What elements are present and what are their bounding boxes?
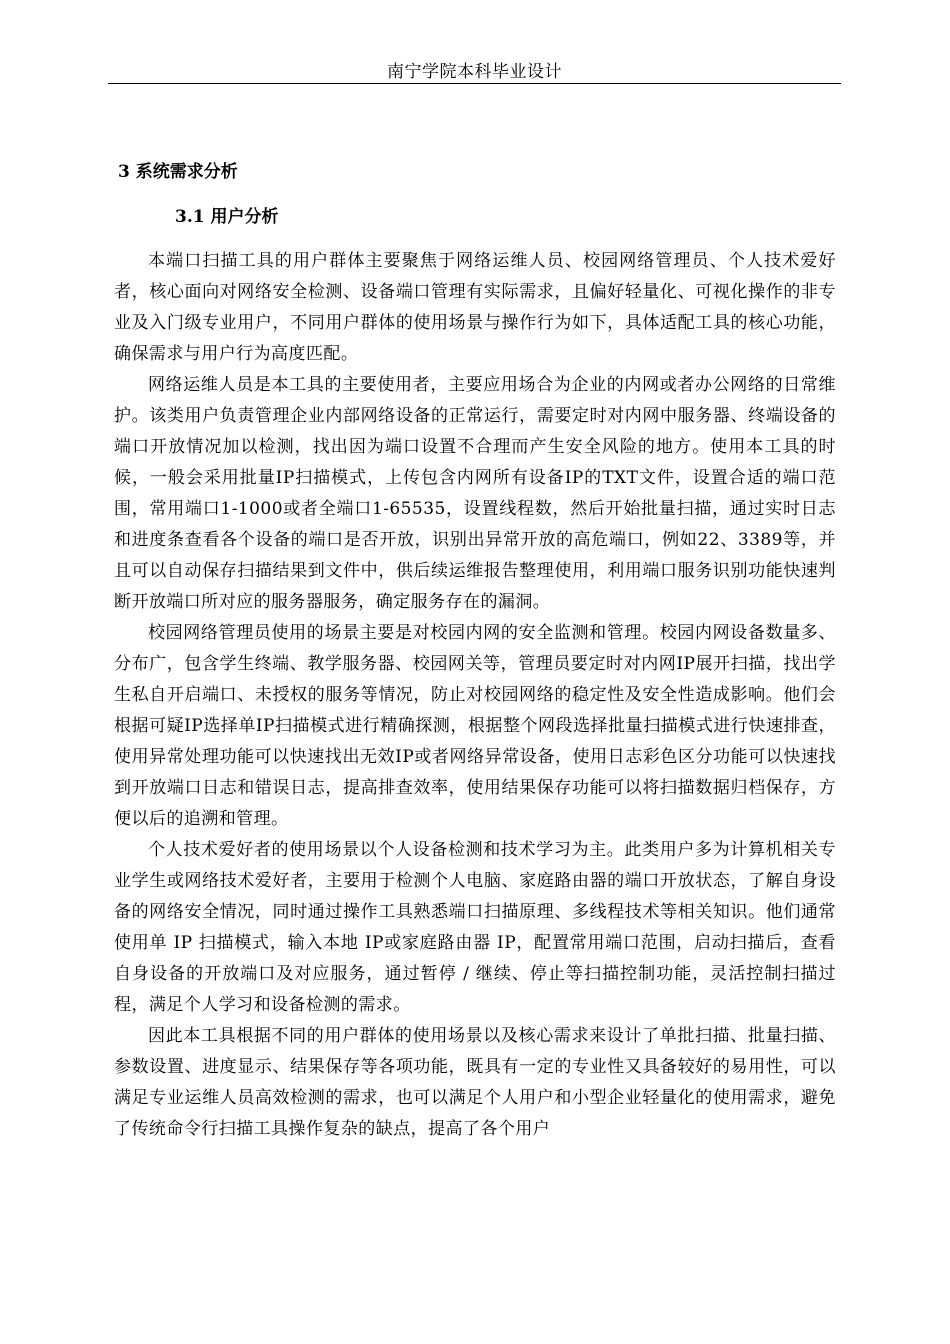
chapter-heading: 3 系统需求分析 bbox=[118, 162, 238, 182]
paragraph-campus-admin: 校园网络管理员使用的场景主要是对校园内网的安全监测和管理。校园内网设备数量多、分布广，包含学生终端、教学服务器、校园网关等，管理员要定时对内网IP展开扫描，找出学生私自开启端口、未授权的服务等情况，防止对校园网络的稳定性及安全性造成影响。他们会根据可疑IP选择单IP扫描模式进行精确探测，根据整个网段选择批量扫描模式进行快速排查，使用异常处理功能可以快速找出无效IP或者网络异常设备，使用日志彩色区分功能可以快速找到开放端口日志和错误日志，提高排查效率，使用结果保存功能可以将扫描数据归档保存，方便以后的追溯和管理。 bbox=[114, 623, 836, 829]
section-heading: 3.1 用户分析 bbox=[175, 207, 279, 227]
paragraph-user-groups: 本端口扫描工具的用户群体主要聚焦于网络运维人员、校园网络管理员、个人技术爱好者，核心面向对网络安全检测、设备端口管理有实际需求，且偏好轻量化、可视化操作的非专业及入门级专业用户，不同用户群体的使用场景与操作行为如下，具体适配工具的核心功能，确保需求与用户行为高度匹配。 bbox=[114, 251, 836, 364]
paragraph-conclusion: 因此本工具根据不同的用户群体的使用场景以及核心需求来设计了单批扫描、批量扫描、参数设置、进度显示、结果保存等各项功能，既具有一定的专业性又具备较好的易用性，可以满足专业运维人员高效检测的需求，也可以满足个人用户和小型企业轻量化的使用需求，避免了传统命令行扫描工具操作复杂的缺点，提高了各个用户 bbox=[114, 1026, 836, 1139]
body-text bbox=[114, 246, 836, 1145]
running-header: 南宁学院本科毕业设计 bbox=[387, 62, 562, 82]
paragraph-tech-enthusiast: 个人技术爱好者的使用场景以个人设备检测和技术学习为主。此类用户多为计算机相关专业学生或网络技术爱好者，主要用于检测个人电脑、家庭路由器的端口开放状态，了解自身设备的网络安全情况，同时通过操作工具熟悉端口扫描原理、多线程技术等相关知识。他们通常使用单 IP 扫描模式，输入本地 IP或家庭路由器 IP，配置常用端口范围，启动扫描后，查看自身设备的开放端口及对应服务，通过暂停 / 继续、停止等扫描控制功能，灵活控制扫描过程，满足个人学习和设备检测的需求。 bbox=[114, 840, 836, 1015]
paragraph-network-ops: 网络运维人员是本工具的主要使用者，主要应用场合为企业的内网或者办公网络的日常维护。该类用户负责管理企业内部网络设备的正常运行，需要定时对内网中服务器、终端设备的端口开放情况加以检测，找出因为端口设置不合理而产生安全风险的地方。使用本工具的时候，一般会采用批量IP扫描模式，上传包含内网所有设备IP的TXT文件，设置合适的端口范围，常用端口1-1000或者全端口1-65535，设置线程数，然后开始批量扫描，通过实时日志和进度条查看各个设备的端口是否开放，识别出异常开放的高危端口，例如22、3389等，并且可以自动保存扫描结果到文件中，供后续运维报告整理使用，利用端口服务识别功能快速判断开放端口所对应的服务器服务，确定服务存在的漏洞。 bbox=[114, 375, 836, 612]
header-divider bbox=[108, 83, 841, 84]
